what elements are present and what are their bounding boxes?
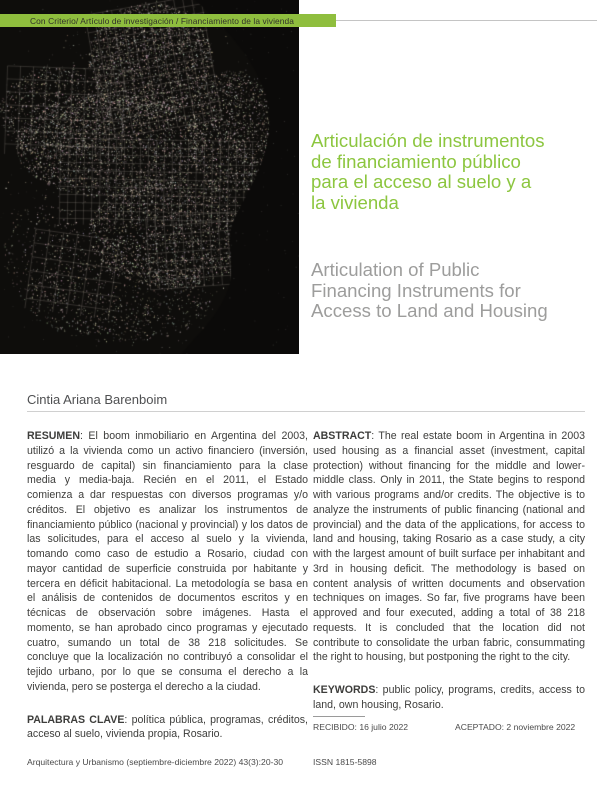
title-es-line: la vivienda [311, 192, 399, 214]
abstract-en-label: ABSTRACT [313, 430, 372, 442]
abstract-es-text: : El boom inmobiliario en Argentina del 2003, utilizó a la vivienda como un activo financiero (inversión, resguardo de capital) sin financiamiento para la clase media y media-baja. Recién en el 2011, el Estado comienza a dar respuestas con diversos programas y/o créditos. El objetivo es analizar los instrumentos de financiamiento público (nacional y provincial) y los datos de las solicitudes, para el acceso al suelo y la vivienda, tomando como caso de estudio a Rosario, ciudad con mayor cantidad de superficie construida por habitante y tercera en déficit habitacional. La metodología se basa en el análisis de contenidos de documentos escritos y en técnicas de observación sobre imágenes. Hasta el momento, se han aprobado cinco programas y ejecutado cuatro, sumando un total de 38 218 solicitudes. Se concluye que la localización no contribuyó a consolidar el tejido urbano, por lo que se consuma el derecho a la vivienda, pero se posterga el derecho a la ciudad. [27, 430, 308, 693]
author-name: Cintia Ariana Barenboim [27, 392, 168, 407]
title-es-line: para el acceso al suelo y a [311, 171, 532, 193]
keywords-es-label: PALABRAS CLAVE [27, 713, 125, 726]
abstract-en-paragraph [313, 429, 585, 665]
header-rule [336, 20, 597, 21]
section-header-text: Con Criterio/ Artículo de investigación / Financiamiento de la vivienda [30, 15, 295, 26]
keywords-es-paragraph [27, 713, 308, 743]
submission-dates [313, 722, 585, 732]
journal-citation: Arquitectura y Urbanismo (septiembre-diciembre 2022) 43(3):20-30 [27, 757, 284, 767]
title-es-line: de financiamiento público [311, 150, 521, 172]
keywords-en-label: KEYWORDS [313, 684, 376, 696]
title-en-line: Financing Instruments for [311, 279, 521, 301]
keywords-en-text: : public policy, programs, credits, access to land, own housing, Rosario. [313, 684, 585, 711]
rosario-map-figure [0, 0, 299, 354]
author-divider-rule [27, 411, 585, 412]
city-map-image [0, 0, 299, 354]
dates-divider-rule [313, 716, 365, 717]
title-es-line: Articulación de instrumentos [311, 130, 545, 151]
article-title-es [311, 131, 605, 214]
article-title-en [311, 260, 605, 322]
accepted-date: ACEPTADO: 2 noviembre 2022 [455, 722, 576, 732]
abstract-column-english [313, 429, 585, 713]
abstract-es-paragraph [27, 429, 308, 695]
abstract-en-text: : The real estate boom in Argentina in 2003 used housing as a financial asset (investment, capital protection) without financing for the middle and lower-middle class. Only in 2011, the State begins to respond with various programs and/or credits. The objective is to analyze the instruments of public financing (national and provincial) and the data of the applications, for access to land and housing, taking Rosario as a case study, a city with the largest amount of built surface per inhabitant and 3rd in housing deficit. The methodology is based on content analysis of written documents and observation techniques on images. So far, five programs have been approved and four executed, adding a total of 38 218 requests. It is concluded that the location did not contribute to consolidate the urban fabric, consummating the right to housing, but postponing the right to the city. [313, 430, 585, 664]
section-header-bar [0, 14, 336, 27]
abstract-column-spanish [27, 429, 308, 742]
title-en-line: Access to Land and Housing [311, 300, 548, 322]
abstract-es-label: RESUMEN [27, 430, 80, 442]
issn-number: ISSN 1815-5898 [313, 757, 377, 767]
keywords-es-text: : política pública, programas, créditos, acceso al suelo, vivienda propia, Rosario. [27, 713, 308, 741]
received-date: RECIBIDO: 16 julio 2022 [313, 722, 409, 732]
keywords-en-paragraph [313, 683, 585, 713]
title-en-line: Articulation of Public [311, 259, 480, 280]
